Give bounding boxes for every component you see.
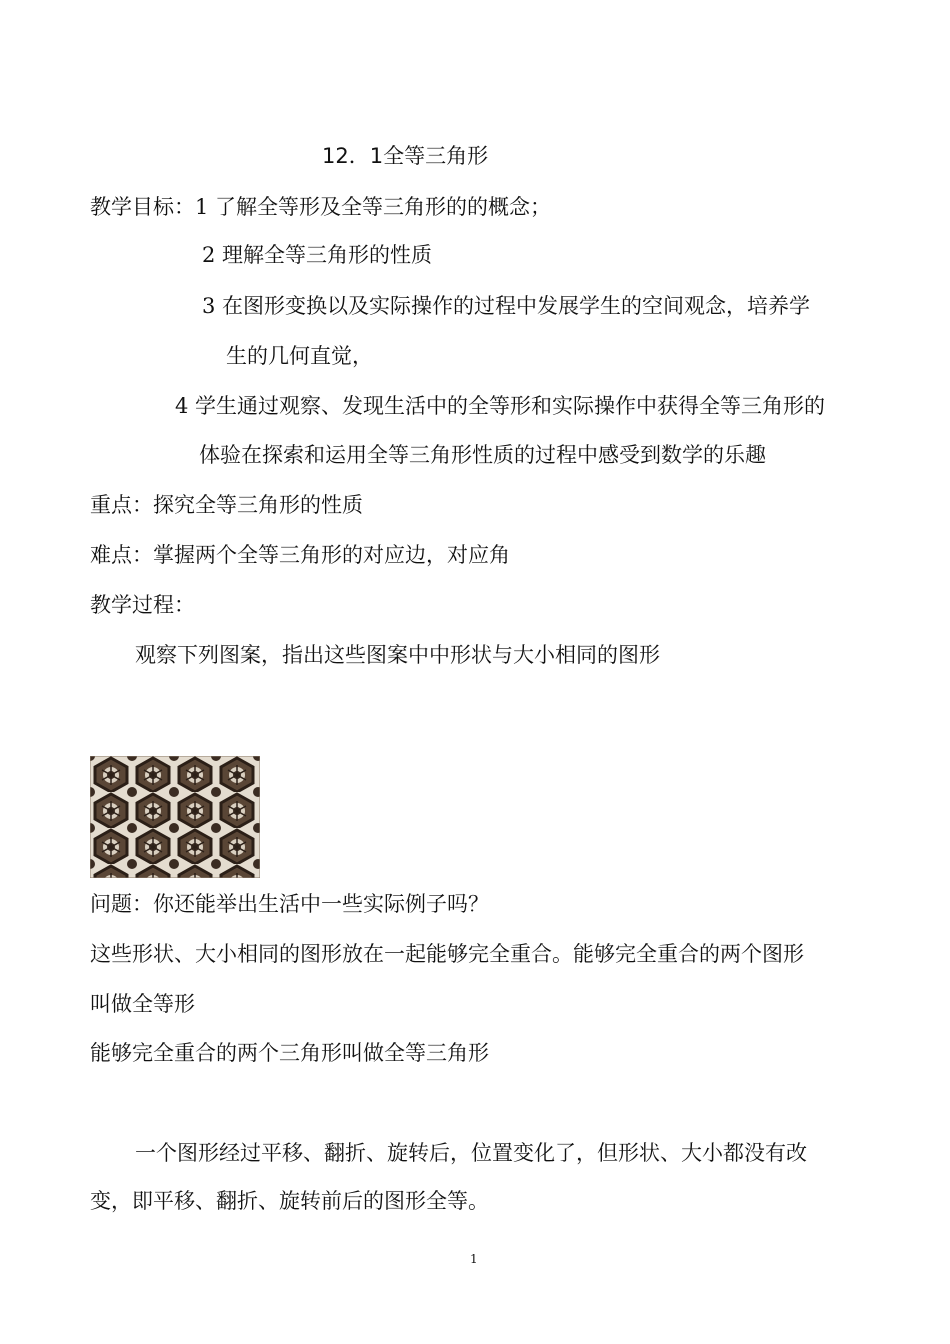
objectives-line-1: [90, 193, 551, 221]
objectives-label: 教学目标：: [90, 195, 195, 219]
definition-congruent-triangles: 能够完全重合的两个三角形叫做全等三角形: [90, 1041, 489, 1065]
transformation-statement-cont: 变，即平移、翻折、旋转前后的图形全等。: [90, 1189, 489, 1213]
objective-2: 2 理解全等三角形的性质: [202, 243, 433, 267]
transformation-statement: 一个图形经过平移、翻折、旋转后，位置变化了，但形状、大小都没有改: [135, 1141, 807, 1165]
key-point: 重点：探究全等三角形的性质: [90, 493, 363, 517]
objective-4: 4 学生通过观察、发现生活中的全等形和实际操作中获得全等三角形的: [175, 394, 826, 418]
page-number: 1: [470, 1252, 478, 1266]
definition-congruent-figures: 这些形状、大小相同的图形放在一起能够完全重合。能够完全重合的两个图形: [90, 942, 804, 966]
observe-instruction: 观察下列图案，指出这些图案中中形状与大小相同的图形: [135, 643, 660, 667]
hexagon-pattern-icon: [90, 756, 260, 878]
objective-3: 3 在图形变换以及实际操作的过程中发展学生的空间观念，培养学: [202, 294, 811, 318]
objective-3-cont: 生的几何直觉，: [226, 344, 373, 368]
hexagon-pattern-image: [90, 756, 260, 878]
page-title: 12．1全等三角形: [322, 144, 489, 168]
objective-1: 1 了解全等形及全等三角形的的概念；: [195, 195, 552, 219]
difficulty: 难点：掌握两个全等三角形的对应边，对应角: [90, 543, 510, 567]
process-label: 教学过程：: [90, 593, 195, 617]
definition-congruent-figures-cont: 叫做全等形: [90, 992, 195, 1016]
objective-4-cont: 体验在探索和运用全等三角形性质的过程中感受到数学的乐趣: [199, 443, 766, 467]
question: 问题：你还能举出生活中一些实际例子吗？: [90, 892, 489, 916]
